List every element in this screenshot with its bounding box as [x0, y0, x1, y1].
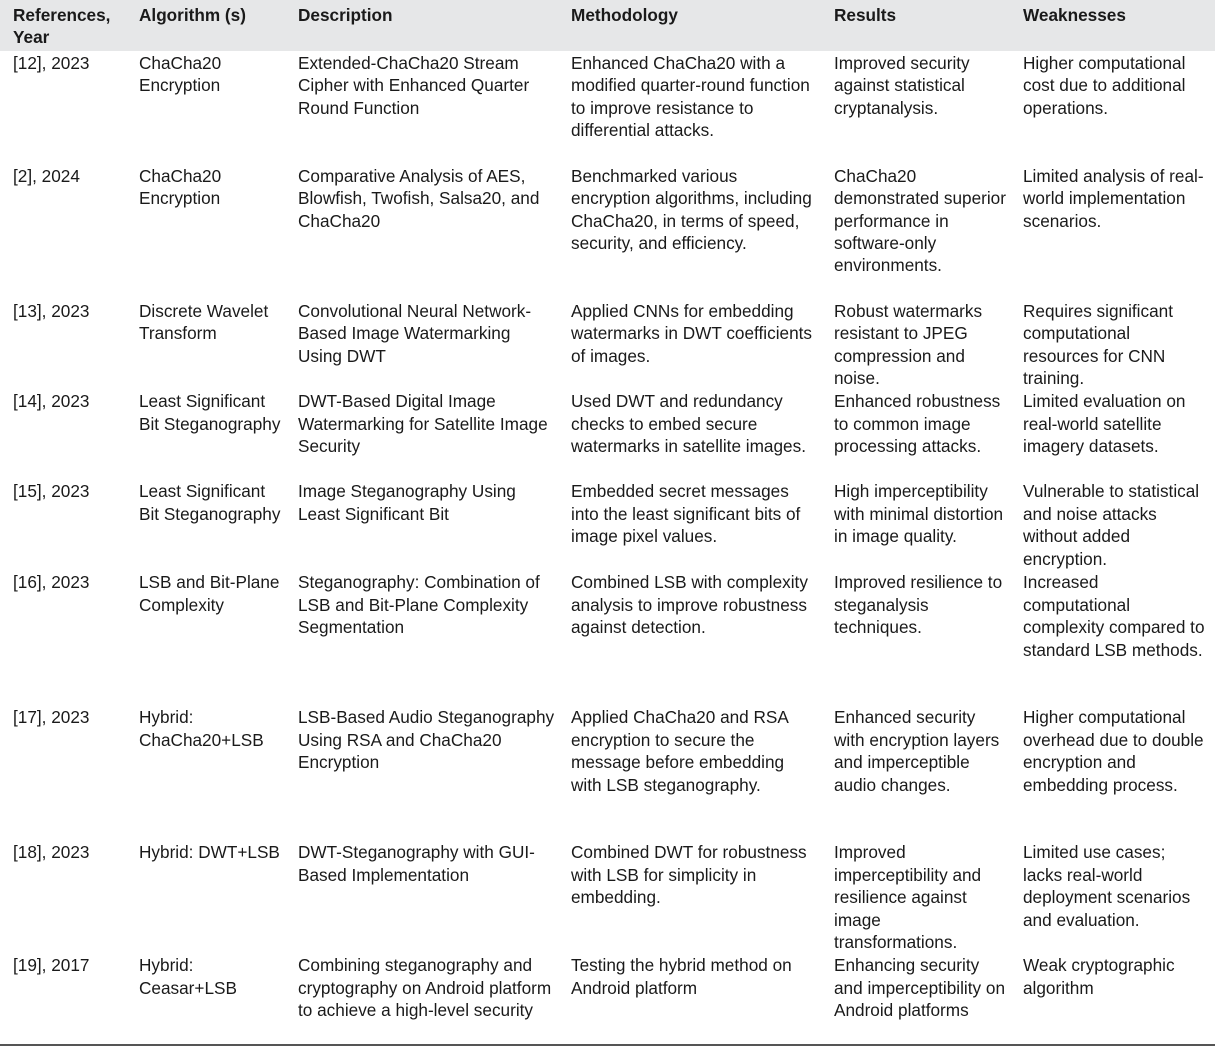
- cell-algorithm: Hybrid: Ceasar+LSB: [139, 955, 237, 998]
- table-row: [0, 479, 1215, 570]
- cell-weaknesses: Higher computational cost due to additional operations.: [1023, 52, 1186, 118]
- cell-results: High imperceptibility with minimal distortion in image quality.: [834, 481, 1004, 547]
- table-row: [0, 389, 1215, 479]
- cell-results: Improved imperceptibility and resilience against image transformations.: [834, 842, 982, 953]
- cell-reference: [17], 2023: [13, 707, 90, 728]
- cell-description: Combining steganography and cryptography on Android platform to achieve a high-level security: [298, 955, 552, 1021]
- cell-weaknesses: Limited evaluation on real-world satellite imagery datasets.: [1023, 391, 1186, 457]
- cell-methodology: Combined LSB with complexity analysis to improve robustness against detection.: [571, 572, 808, 638]
- table-header-row: [0, 0, 1215, 51]
- cell-description: Extended-ChaCha20 Stream Cipher with Enhanced Quarter Round Function: [298, 52, 530, 118]
- cell-methodology: Enhanced ChaCha20 with a modified quarter-round function to improve resistance to differential attacks.: [571, 52, 810, 141]
- cell-description: LSB-Based Audio Steganography Using RSA and ChaCha20 Encryption: [298, 707, 555, 773]
- table-row: [0, 51, 1215, 164]
- cell-reference: [2], 2024: [13, 165, 80, 186]
- cell-weaknesses: Increased computational complexity compared to standard LSB methods.: [1023, 572, 1205, 660]
- cell-weaknesses: Vulnerable to statistical and noise attacks without added encryption.: [1023, 481, 1200, 569]
- table-row: [0, 953, 1215, 1045]
- cell-methodology: Benchmarked various encryption algorithms, including ChaCha20, in terms of speed, security, and efficiency.: [571, 165, 812, 254]
- cell-methodology: Testing the hybrid method on Android platform: [571, 955, 792, 998]
- header-algorithm: Algorithm (s): [139, 5, 246, 25]
- cell-results: Enhanced security with encryption layers and imperceptible audio changes.: [834, 707, 1000, 795]
- cell-algorithm: Hybrid: ChaCha20+LSB: [139, 707, 264, 750]
- cell-methodology: Applied ChaCha20 and RSA encryption to secure the message before embedding with LSB steganography.: [571, 707, 788, 795]
- cell-algorithm: Least Significant Bit Steganography: [139, 391, 281, 434]
- cell-reference: [15], 2023: [13, 481, 90, 502]
- cell-algorithm: Discrete Wavelet Transform: [139, 300, 269, 344]
- table-row: [0, 570, 1215, 705]
- cell-results: Improved resilience to steganalysis techniques.: [834, 572, 1003, 638]
- cell-algorithm: LSB and Bit-Plane Complexity: [139, 572, 280, 615]
- header-weaknesses: Weaknesses: [1023, 5, 1126, 25]
- table-row: [0, 299, 1215, 390]
- cell-weaknesses: Limited analysis of real-world implementation scenarios.: [1023, 165, 1204, 231]
- cell-algorithm: ChaCha20 Encryption: [139, 52, 222, 96]
- cell-reference: [13], 2023: [13, 300, 90, 321]
- cell-methodology: Used DWT and redundancy checks to embed secure watermarks in satellite images.: [571, 391, 806, 457]
- cell-results: Enhancing security and imperceptibility on Android platforms: [834, 955, 1006, 1021]
- cell-results: Improved security against statistical cryptanalysis.: [834, 52, 970, 118]
- cell-weaknesses: Limited use cases; lacks real-world deployment scenarios and evaluation.: [1023, 842, 1191, 930]
- header-references-year: References, Year: [13, 5, 111, 48]
- cell-methodology: Applied CNNs for embedding watermarks in DWT coefficients of images.: [571, 300, 813, 366]
- cell-weaknesses: Weak cryptographic algorithm: [1023, 955, 1175, 998]
- cell-reference: [16], 2023: [13, 572, 90, 593]
- cell-reference: [19], 2017: [13, 955, 90, 976]
- cell-algorithm: Hybrid: DWT+LSB: [139, 842, 280, 863]
- cell-description: Convolutional Neural Network-Based Image Watermarking Using DWT: [298, 300, 532, 366]
- cell-algorithm: ChaCha20 Encryption: [139, 165, 222, 209]
- cell-reference: [12], 2023: [13, 52, 90, 73]
- header-results: Results: [834, 5, 897, 25]
- table-row: [0, 705, 1215, 840]
- cell-reference: [14], 2023: [13, 391, 90, 412]
- cell-reference: [18], 2023: [13, 842, 90, 863]
- cell-weaknesses: Higher computational overhead due to double encryption and embedding process.: [1023, 707, 1204, 795]
- table-row: [0, 164, 1215, 299]
- cell-description: Image Steganography Using Least Significant Bit: [298, 481, 516, 524]
- cell-methodology: Combined DWT for robustness with LSB for simplicity in embedding.: [571, 842, 807, 908]
- table-row: [0, 840, 1215, 953]
- cell-algorithm: Least Significant Bit Steganography: [139, 481, 281, 524]
- header-description: Description: [298, 5, 393, 25]
- cell-results: ChaCha20 demonstrated superior performance in software-only environments.: [834, 165, 1006, 276]
- cell-description: DWT-Steganography with GUI-Based Implementation: [298, 842, 535, 885]
- cell-results: Robust watermarks resistant to JPEG compression and noise.: [834, 300, 983, 389]
- cell-weaknesses: Requires significant computational resources for CNN training.: [1023, 300, 1173, 389]
- cell-description: DWT-Based Digital Image Watermarking for Satellite Image Security: [298, 391, 548, 457]
- cell-description: Comparative Analysis of AES, Blowfish, Twofish, Salsa20, and ChaCha20: [298, 165, 540, 231]
- cell-description: Steganography: Combination of LSB and Bit-Plane Complexity Segmentation: [298, 572, 540, 638]
- cell-results: Enhanced robustness to common image processing attacks.: [834, 391, 1001, 457]
- cell-methodology: Embedded secret messages into the least significant bits of image pixel values.: [571, 481, 801, 547]
- header-methodology: Methodology: [571, 5, 678, 25]
